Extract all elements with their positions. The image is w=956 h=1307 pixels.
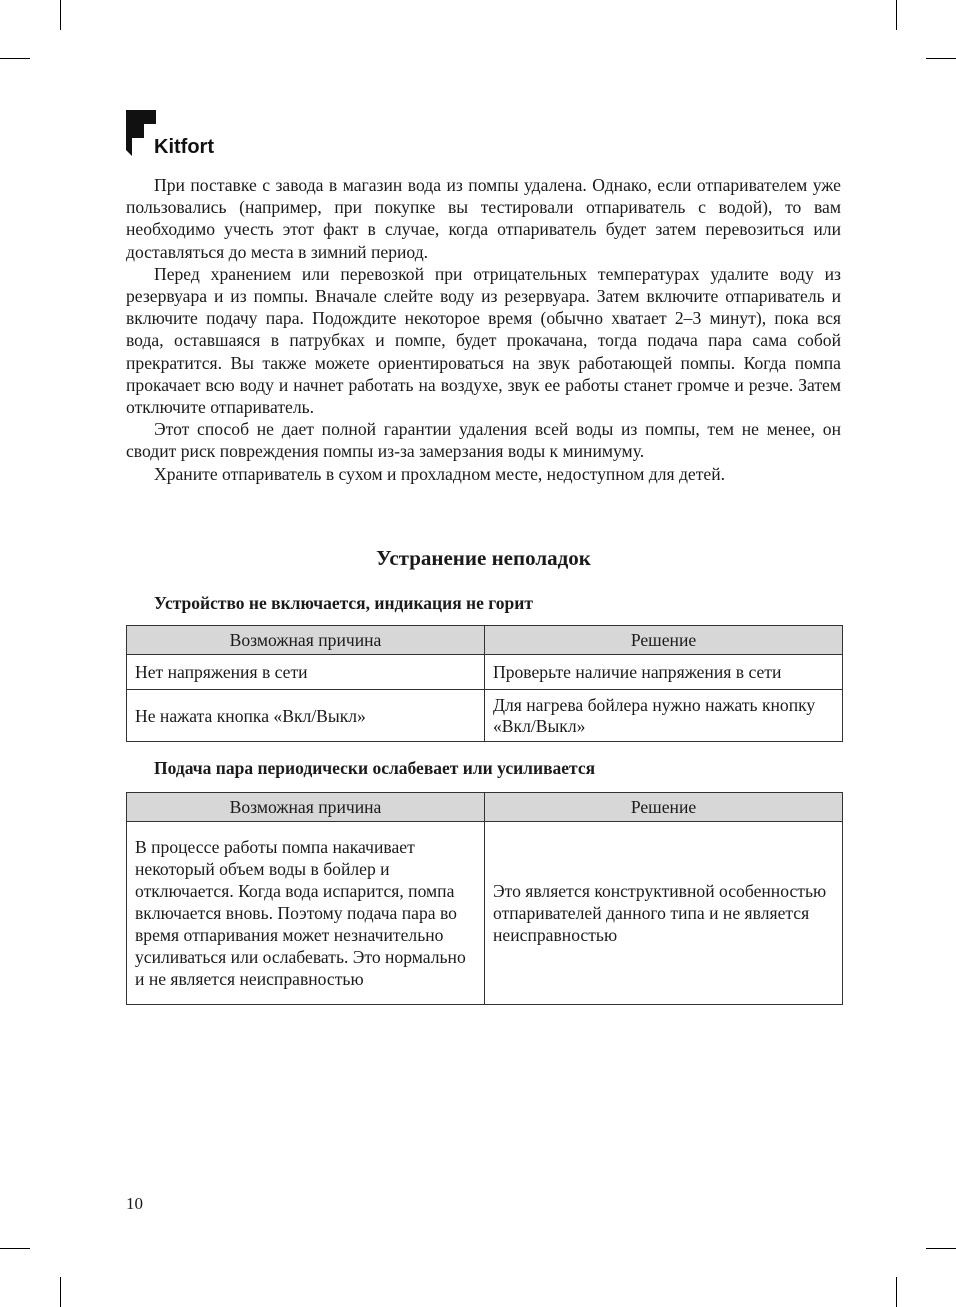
brand-name: Kitfort [154, 136, 214, 158]
crop-mark [0, 58, 30, 59]
table-row [127, 690, 843, 742]
column-header-solution: Решение [485, 793, 843, 822]
crop-mark [60, 0, 61, 30]
solution-cell: Проверьте наличие напряжения в сети [485, 655, 843, 690]
crop-mark [896, 0, 897, 30]
column-header-cause: Возможная причина [127, 626, 485, 655]
troubleshooting-table [126, 792, 843, 1005]
crop-mark [926, 1248, 956, 1249]
table-row [127, 822, 843, 1005]
column-header-cause: Возможная причина [127, 793, 485, 822]
crop-mark [896, 1277, 897, 1307]
body-text [126, 174, 841, 485]
solution-cell: Это является конструктивной особенностью отпаривателей данного типа и не является неисправностью [485, 822, 843, 1005]
column-header-solution: Решение [485, 626, 843, 655]
crop-mark [60, 1277, 61, 1307]
crop-mark [926, 58, 956, 59]
table-row [127, 655, 843, 690]
cause-cell: В процессе работы помпа накачивает некоторый объем воды в бойлер и отключается. Когда вода испарится, помпа включается вновь. Поэтому подача пара во время отпаривания может незначительно усиливаться или ослабевать. Это нормально и не является неисправностью [127, 822, 485, 1005]
crop-mark [0, 1248, 30, 1249]
paragraph: Храните отпариватель в сухом и прохладном месте, недоступном для детей. [154, 463, 726, 484]
solution-cell: Для нагрева бойлера нужно нажать кнопку «Вкл/Выкл» [485, 690, 843, 742]
brand-logo [126, 110, 246, 160]
cause-cell: Не нажата кнопка «Вкл/Выкл» [127, 690, 485, 742]
page-number: 10 [126, 1194, 143, 1213]
table-header-row [127, 626, 843, 655]
table-title: Устройство не включается, индикация не горит [154, 593, 533, 613]
table-title: Подача пара периодически ослабевает или усиливается [154, 758, 596, 778]
paragraph: Перед хранением или перевозкой при отрицательных температурах удалите воду из резервуара и из помпы. Вначале слейте воду из резервуара. Затем включите отпариватель и включите подачу пара. Подождите некоторое время (обычно хватает 2–3 минут), пока вся вода, оставшаяся в патрубках и помпе, будет прокачана, тогда подача пара сама собой прекратится. Вы также можете ориентироваться на звук работающей помпы. Когда помпа прокачает всю воду и начнет работать на воздухе, звук ее работы станет громче и резче. Затем отключите отпариватель. [126, 263, 841, 418]
paragraph: Этот способ не дает полной гарантии удаления всей воды из помпы, тем не менее, он сводит риск повреждения помпы из-за замерзания воды к минимуму. [126, 419, 841, 462]
cause-cell: Нет напряжения в сети [127, 655, 485, 690]
troubleshooting-table [126, 625, 843, 742]
table-header-row [127, 793, 843, 822]
paragraph: При поставке с завода в магазин вода из помпы удалена. Однако, если отпаривателем уже пользовались (например, при покупке вы тестировали отпариватель с водой), то вам необходимо учесть этот факт в случае, когда отпариватель будет затем перевозиться или доставляться до места в зимний период. [126, 175, 841, 262]
section-title: Устранение неполадок [376, 546, 591, 570]
